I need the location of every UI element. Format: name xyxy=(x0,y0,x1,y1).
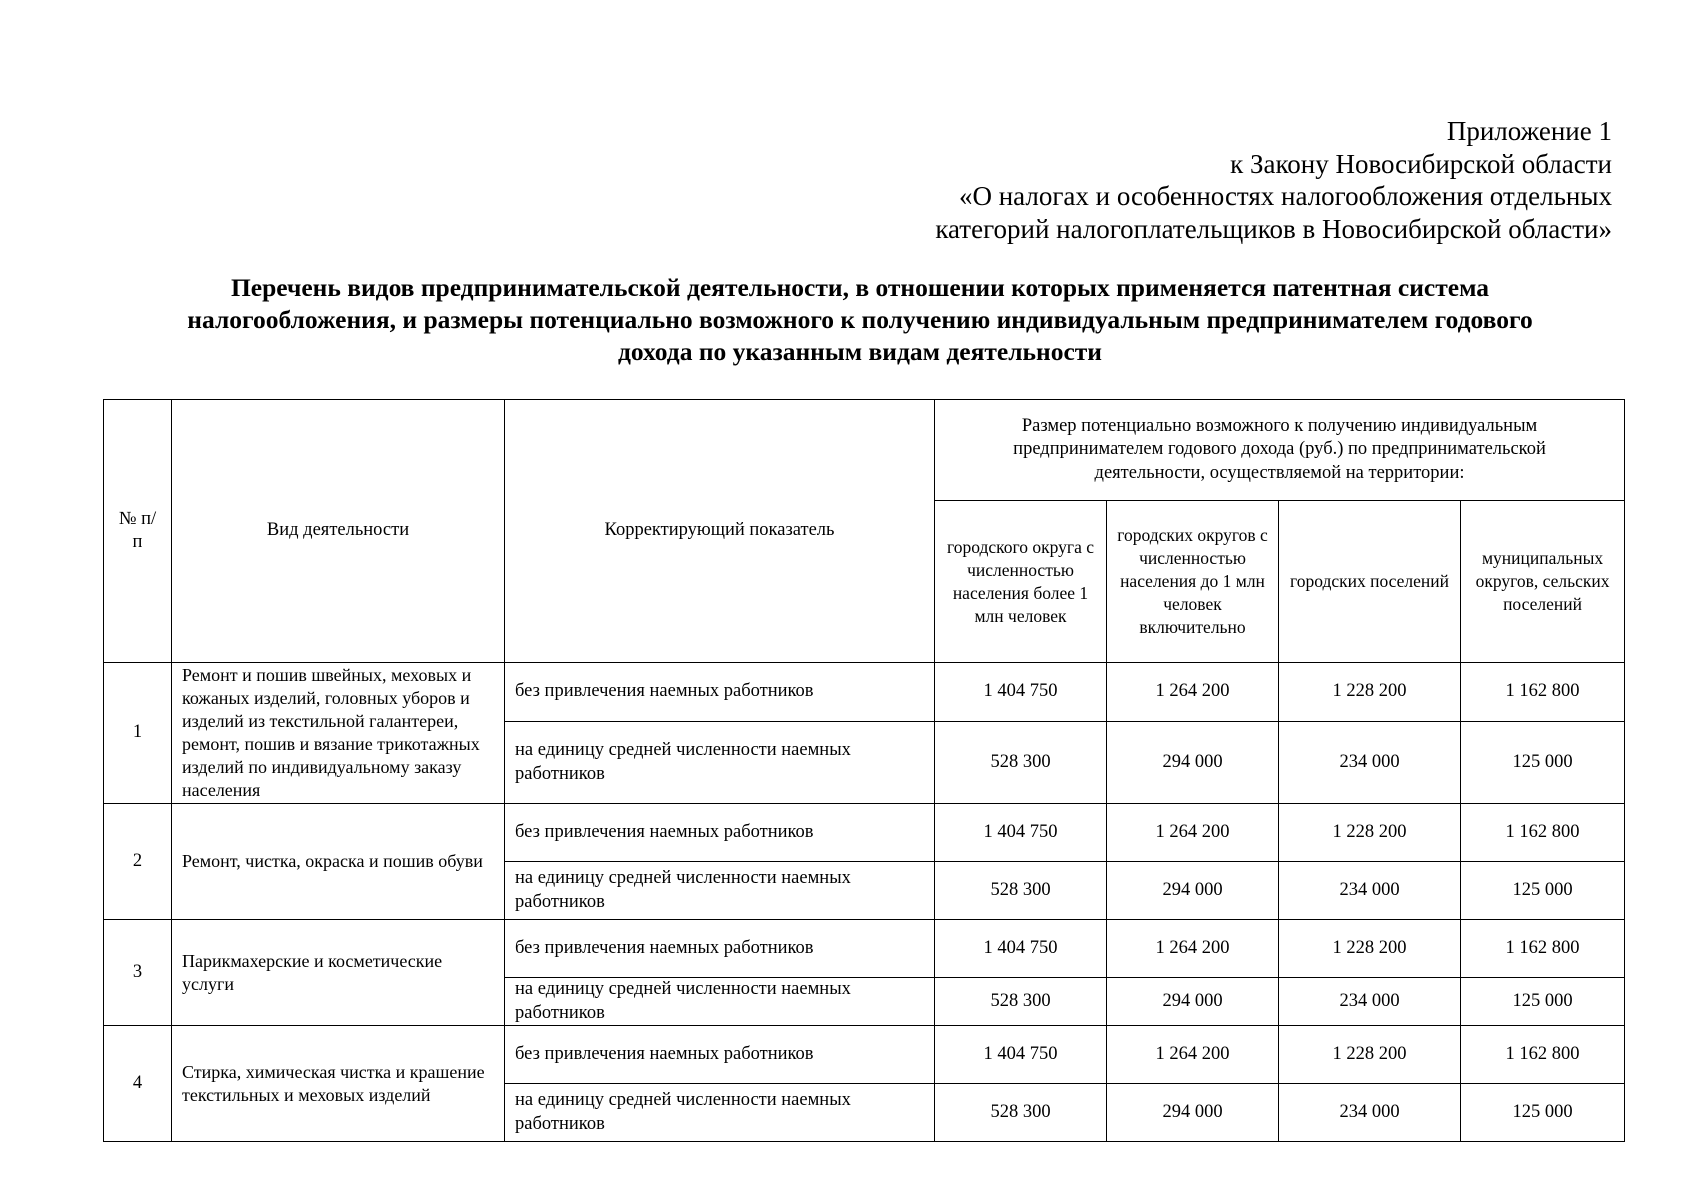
value-cell: 125 000 xyxy=(1461,1084,1625,1142)
row-activity: Ремонт, чистка, окраска и пошив обуви xyxy=(172,804,505,920)
row-number: 1 xyxy=(104,663,172,804)
value-cell: 1 228 200 xyxy=(1279,804,1461,862)
appendix-line: Приложение 1 xyxy=(1446,116,1612,146)
value-cell: 1 264 200 xyxy=(1107,804,1279,862)
value-cell: 294 000 xyxy=(1107,722,1279,804)
appendix-line: «О налогах и особенностях налогообложения отдельных xyxy=(958,181,1612,211)
value-cell: 1 228 200 xyxy=(1279,920,1461,978)
value-cell: 528 300 xyxy=(935,1084,1107,1142)
row-number: 2 xyxy=(104,804,172,920)
header-col-city-under-1m: городских округов с численностью населения до 1 млн человек включительно xyxy=(1107,501,1279,663)
value-cell: 1 162 800 xyxy=(1461,1026,1625,1084)
value-cell: 528 300 xyxy=(935,978,1107,1026)
table-row xyxy=(104,804,1625,862)
row-indicator: без привлечения наемных работников xyxy=(505,804,935,862)
header-income-group: Размер потенциально возможного к получению индивидуальным предпринимателем годового дохода (руб.) по предпринимательской деятельности, осуществляемой на территории: xyxy=(935,400,1625,501)
table-row xyxy=(104,663,1625,722)
value-cell: 1 228 200 xyxy=(1279,1026,1461,1084)
row-indicator: на единицу средней численности наемных работников xyxy=(505,1084,935,1142)
row-activity: Стирка, химическая чистка и крашение текстильных и меховых изделий xyxy=(172,1026,505,1142)
row-activity: Парикмахерские и косметические услуги xyxy=(172,920,505,1026)
value-cell: 1 162 800 xyxy=(1461,920,1625,978)
value-cell: 234 000 xyxy=(1279,862,1461,920)
row-indicator: без привлечения наемных работников xyxy=(505,663,935,722)
value-cell: 1 404 750 xyxy=(935,920,1107,978)
value-cell: 234 000 xyxy=(1279,978,1461,1026)
row-number: 3 xyxy=(104,920,172,1026)
value-cell: 234 000 xyxy=(1279,1084,1461,1142)
header-activity: Вид деятельности xyxy=(172,400,505,663)
value-cell: 1 162 800 xyxy=(1461,663,1625,722)
appendix-line: к Закону Новосибирской области xyxy=(1230,148,1612,179)
title-line: налогообложения, и размеры потенциально возможного к получению индивидуальным предпринимателем годового xyxy=(187,305,1533,334)
value-cell: 125 000 xyxy=(1461,978,1625,1026)
value-cell: 125 000 xyxy=(1461,722,1625,804)
appendix-line: категорий налогоплательщиков в Новосибирской области» xyxy=(935,213,1612,244)
value-cell: 1 264 200 xyxy=(1107,920,1279,978)
value-cell: 294 000 xyxy=(1107,1084,1279,1142)
title-line: Перечень видов предпринимательской деятельности, в отношении которых применяется патентная система xyxy=(230,273,1490,302)
header-indicator: Корректирующий показатель xyxy=(505,400,935,663)
value-cell: 294 000 xyxy=(1107,862,1279,920)
row-indicator: без привлечения наемных работников xyxy=(505,1026,935,1084)
value-cell: 1 404 750 xyxy=(935,804,1107,862)
row-activity: Ремонт и пошив швейных, меховых и кожаных изделий, головных уборов и изделий из текстильной галантереи, ремонт, пошив и вязание трикотажных изделий по индивидуальному заказу населения xyxy=(172,663,505,804)
header-col-city-over-1m: городского округа с численностью населения более 1 млн человек xyxy=(935,501,1107,663)
row-indicator: без привлечения наемных работников xyxy=(505,920,935,978)
row-indicator: на единицу средней численности наемных работников xyxy=(505,722,935,804)
header-row xyxy=(104,400,1625,501)
header-col-municipal-rural: муниципальных округов, сельских поселений xyxy=(1461,501,1625,663)
value-cell: 234 000 xyxy=(1279,722,1461,804)
title-line: дохода по указанным видам деятельности xyxy=(618,337,1102,366)
value-cell: 1 404 750 xyxy=(935,663,1107,722)
activity-table xyxy=(103,399,1625,1142)
appendix-heading xyxy=(712,115,1612,245)
document-title xyxy=(95,272,1625,368)
row-indicator: на единицу средней численности наемных работников xyxy=(505,978,935,1026)
value-cell: 528 300 xyxy=(935,862,1107,920)
value-cell: 294 000 xyxy=(1107,978,1279,1026)
header-col-urban-settlements: городских поселений xyxy=(1279,501,1461,663)
value-cell: 1 228 200 xyxy=(1279,663,1461,722)
row-number: 4 xyxy=(104,1026,172,1142)
row-indicator: на единицу средней численности наемных работников xyxy=(505,862,935,920)
table-row xyxy=(104,1026,1625,1084)
value-cell: 125 000 xyxy=(1461,862,1625,920)
value-cell: 1 264 200 xyxy=(1107,663,1279,722)
value-cell: 528 300 xyxy=(935,722,1107,804)
table-row xyxy=(104,920,1625,978)
header-number: № п/п xyxy=(104,400,172,663)
value-cell: 1 264 200 xyxy=(1107,1026,1279,1084)
value-cell: 1 162 800 xyxy=(1461,804,1625,862)
value-cell: 1 404 750 xyxy=(935,1026,1107,1084)
